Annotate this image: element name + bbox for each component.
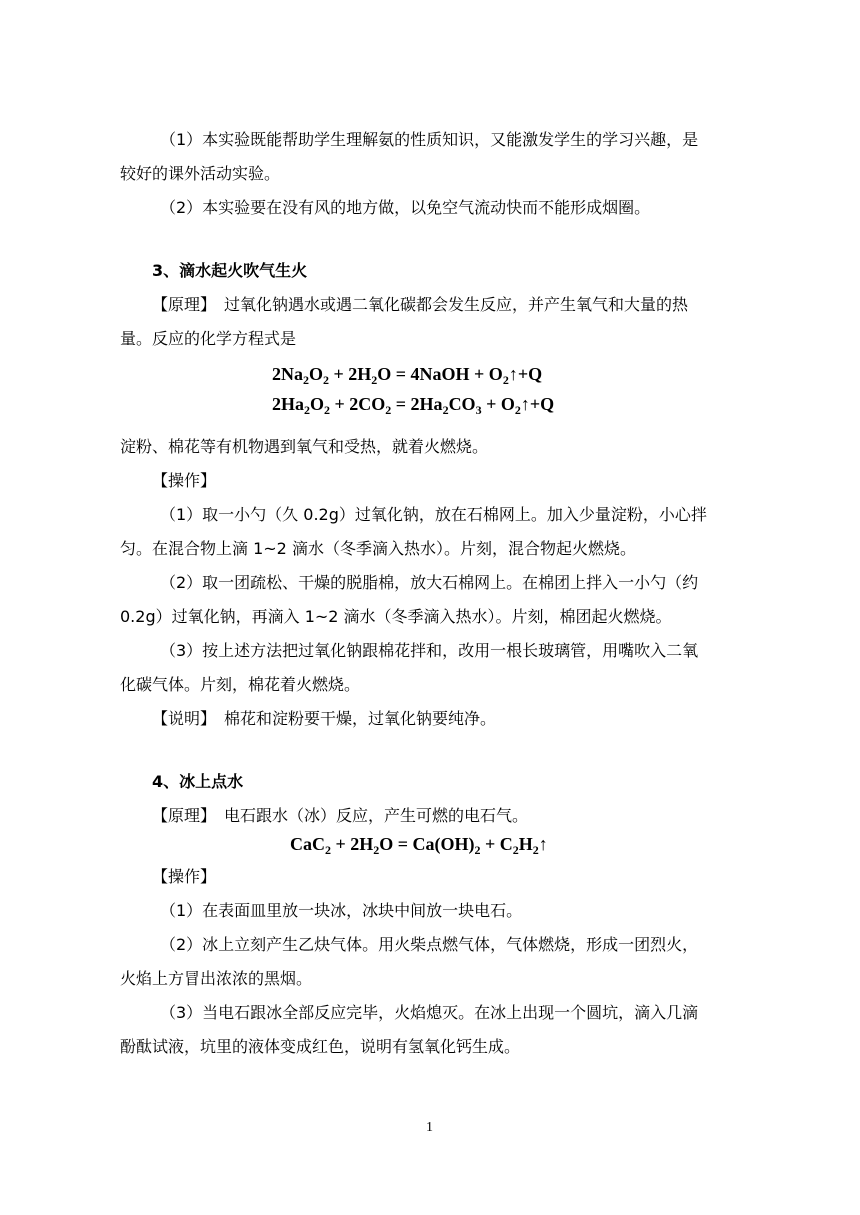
paragraph-line: 淀粉、棉花等有机物遇到氧气和受热，就着火燃烧。	[120, 437, 489, 456]
equation-1: $2Na_2O_2 + 2H_2O$ = 4NaOH + $O_2↑+Q$	[272, 364, 543, 387]
paragraph-line: 0.2g）过氧化钠，再滴入 1~2 滴水（冬季滴入热水）。片刻，棉团起火燃烧。	[120, 607, 672, 626]
paragraph-line: 量。反应的化学方程式是	[120, 329, 297, 348]
section-label: 【操作】	[152, 867, 217, 886]
paragraph-line: （1）取一小勺（久 0.2g）过氧化钠，放在石棉网上。加入少量淀粉，小心拌	[160, 505, 707, 524]
paragraph-line: （3）按上述方法把过氧化钠跟棉花拌和，改用一根长玻璃管，用嘴吹入二氧	[160, 641, 699, 660]
paragraph-line: 【原理】 过氧化钠遇水或遇二氧化碳都会发生反应，并产生氧气和大量的热	[152, 295, 689, 314]
paragraph-line: （2）冰上立刻产生乙炔气体。用火柴点燃气体，气体燃烧，形成一团烈火，	[160, 935, 699, 954]
paragraph-line: 【说明】 棉花和淀粉要干燥，过氧化钠要纯净。	[152, 709, 497, 728]
equation-3: $CaC_2 + 2H_2O = Ca(OH)_2$ + $C_2H_2↑$	[290, 834, 548, 857]
paragraph-line: 火焰上方冒出浓浓的黑烟。	[120, 969, 313, 988]
section-heading: 3、滴水起火吹气生火	[152, 261, 308, 280]
section-label: 【操作】	[152, 471, 217, 490]
paragraph-line: 匀。在混合物上滴 1~2 滴水（冬季滴入热水）。片刻，混合物起火燃烧。	[120, 539, 636, 558]
paragraph-line: 【原理】 电石跟水（冰）反应，产生可燃的电石气。	[152, 806, 529, 825]
section-heading: 4、冰上点水	[152, 772, 244, 791]
paragraph-line: （3）当电石跟冰全部反应完毕，火焰熄灭。在冰上出现一个圆坑，滴入几滴	[160, 1003, 699, 1022]
paragraph-line: （2）取一团疏松、干燥的脱脂棉，放大石棉网上。在棉团上拌入一小勺（约	[160, 573, 699, 592]
equation-2: $2Ha_2O_2 + 2CO_2 = 2Ha_2CO_3$ + $O_2↑+Q$	[272, 394, 555, 417]
paragraph-line: 较好的课外活动实验。	[120, 164, 281, 183]
page-number: 1	[426, 1120, 433, 1135]
paragraph-line: 化碳气体。片刻，棉花着火燃烧。	[120, 675, 361, 694]
paragraph-line: 酚酞试液，坑里的液体变成红色，说明有氢氧化钙生成。	[120, 1037, 521, 1056]
paragraph-line: （1）在表面皿里放一块冰，冰块中间放一块电石。	[160, 901, 523, 920]
paragraph-line: （2）本实验要在没有风的地方做，以免空气流动快而不能形成烟圈。	[160, 198, 651, 217]
paragraph-line: （1）本实验既能帮助学生理解氨的性质知识，又能激发学生的学习兴趣，是	[160, 130, 699, 149]
